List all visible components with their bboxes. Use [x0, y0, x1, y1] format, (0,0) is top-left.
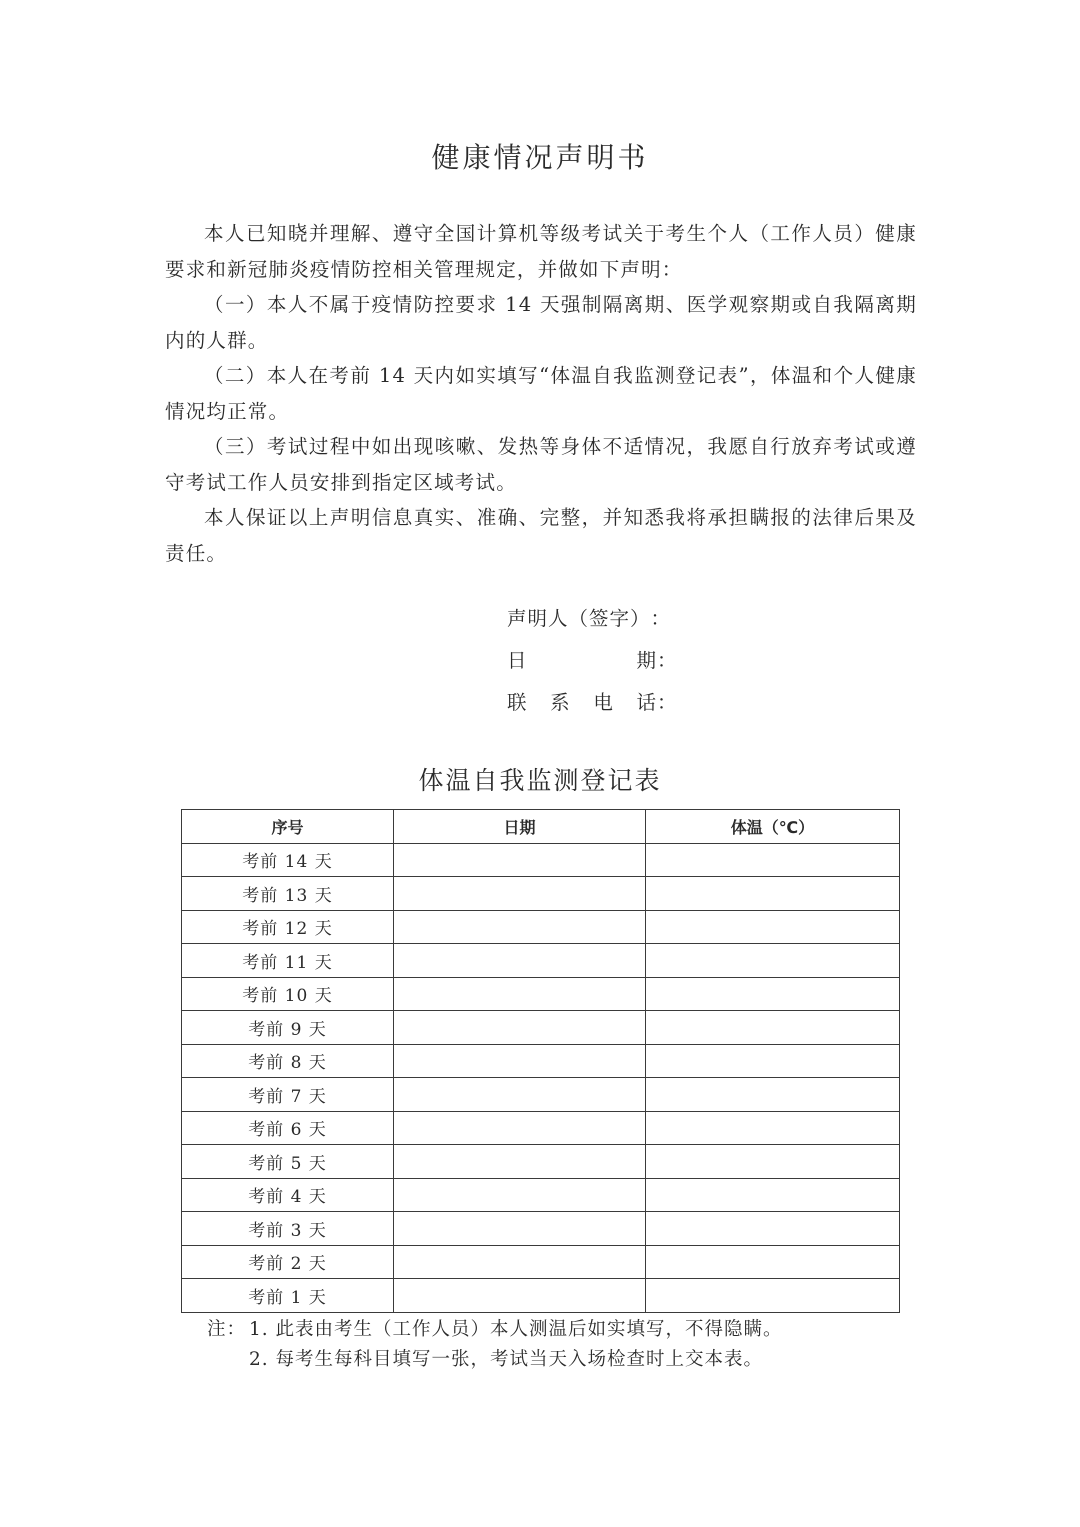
- row-seq-cell: 考前 13 天: [182, 877, 394, 911]
- note-row-1: [207, 1315, 783, 1345]
- signer-label: 声明人（签字）: [507, 607, 651, 630]
- row-seq-cell: 考前 1 天: [182, 1279, 394, 1313]
- date-row: [507, 640, 678, 682]
- row-temperature-cell[interactable]: [646, 1178, 900, 1212]
- table-row: [182, 1011, 900, 1045]
- declaration-intro-paragraph: 本人已知晓并理解、遵守全国计算机等级考试关于考生个人（工作人员）健康要求和新冠肺炎疫情防控相关管理规定，并做如下声明：: [165, 222, 917, 281]
- log-table-title: 体温自我监测登记表: [418, 766, 662, 795]
- table-row: [182, 877, 900, 911]
- row-date-cell[interactable]: [394, 1078, 646, 1112]
- table-body: [182, 843, 900, 1312]
- row-temperature-cell[interactable]: [646, 1245, 900, 1279]
- row-date-cell[interactable]: [394, 1044, 646, 1078]
- signer-colon: ：: [650, 607, 672, 630]
- row-date-cell[interactable]: [394, 877, 646, 911]
- table-row: [182, 1078, 900, 1112]
- row-temperature-cell[interactable]: [646, 977, 900, 1011]
- phone-colon: ：: [657, 691, 678, 714]
- phone-label: 联系电话: [507, 691, 657, 714]
- row-date-cell[interactable]: [394, 1178, 646, 1212]
- row-seq-cell: 考前 7 天: [182, 1078, 394, 1112]
- row-seq-cell: 考前 14 天: [182, 843, 394, 877]
- row-temperature-cell[interactable]: [646, 1044, 900, 1078]
- table-row: [182, 1178, 900, 1212]
- row-date-cell[interactable]: [394, 1111, 646, 1145]
- table-row: [182, 977, 900, 1011]
- declaration-title: 健康情况声明书: [431, 141, 649, 174]
- row-date-cell[interactable]: [394, 944, 646, 978]
- table-header-row: [182, 810, 900, 844]
- phone-row: [507, 682, 678, 724]
- row-seq-cell: 考前 2 天: [182, 1245, 394, 1279]
- header-temperature: 体温（℃）: [646, 810, 900, 844]
- row-temperature-cell[interactable]: [646, 1145, 900, 1179]
- row-date-cell[interactable]: [394, 1145, 646, 1179]
- row-temperature-cell[interactable]: [646, 1011, 900, 1045]
- header-date: 日期: [394, 810, 646, 844]
- table-row: [182, 1044, 900, 1078]
- row-temperature-cell[interactable]: [646, 1212, 900, 1246]
- date-colon: ：: [657, 649, 678, 672]
- row-seq-cell: 考前 3 天: [182, 1212, 394, 1246]
- header-seq: 序号: [182, 810, 394, 844]
- notes-block: [207, 1315, 783, 1375]
- row-temperature-cell[interactable]: [646, 944, 900, 978]
- row-seq-cell: 考前 12 天: [182, 910, 394, 944]
- signature-block: [507, 598, 678, 724]
- row-seq-cell: 考前 8 天: [182, 1044, 394, 1078]
- row-temperature-cell[interactable]: [646, 843, 900, 877]
- row-date-cell[interactable]: [394, 1245, 646, 1279]
- note-row-2: [207, 1345, 783, 1375]
- signer-row: [507, 598, 678, 640]
- row-seq-cell: 考前 5 天: [182, 1145, 394, 1179]
- table-row: [182, 944, 900, 978]
- table-row: [182, 843, 900, 877]
- row-date-cell[interactable]: [394, 1279, 646, 1313]
- notes-prefix-spacer: [207, 1345, 249, 1375]
- note-item-1: 1. 此表由考生（工作人员）本人测温后如实填写，不得隐瞒。: [249, 1319, 783, 1340]
- row-seq-cell: 考前 10 天: [182, 977, 394, 1011]
- declaration-item-2: （二）本人在考前 14 天内如实填写“体温自我监测登记表”，体温和个人健康情况均正常。: [165, 364, 917, 423]
- table-row: [182, 1279, 900, 1313]
- row-seq-cell: 考前 11 天: [182, 944, 394, 978]
- row-temperature-cell[interactable]: [646, 1078, 900, 1112]
- table-row: [182, 1212, 900, 1246]
- row-date-cell[interactable]: [394, 843, 646, 877]
- row-temperature-cell[interactable]: [646, 1279, 900, 1313]
- date-label: 日期: [507, 649, 657, 672]
- row-date-cell[interactable]: [394, 910, 646, 944]
- declaration-guarantee-paragraph: 本人保证以上声明信息真实、准确、完整，并知悉我将承担瞒报的法律后果及责任。: [165, 506, 917, 565]
- row-date-cell[interactable]: [394, 1212, 646, 1246]
- row-seq-cell: 考前 9 天: [182, 1011, 394, 1045]
- note-item-2: 2. 每考生每科目填写一张，考试当天入场检查时上交本表。: [249, 1349, 764, 1370]
- row-seq-cell: 考前 6 天: [182, 1111, 394, 1145]
- notes-prefix: 注：: [207, 1319, 247, 1340]
- declaration-item-3: （三）考试过程中如出现咳嗽、发热等身体不适情况，我愿自行放弃考试或遵守考试工作人员安排到指定区域考试。: [165, 435, 917, 494]
- declaration-item-1: （一）本人不属于疫情防控要求 14 天强制隔离期、医学观察期或自我隔离期内的人群。: [165, 293, 917, 352]
- table-row: [182, 1111, 900, 1145]
- row-temperature-cell[interactable]: [646, 877, 900, 911]
- table-row: [182, 910, 900, 944]
- row-date-cell[interactable]: [394, 1011, 646, 1045]
- temperature-log-table: [181, 809, 900, 1313]
- row-temperature-cell[interactable]: [646, 910, 900, 944]
- row-seq-cell: 考前 4 天: [182, 1178, 394, 1212]
- table-row: [182, 1245, 900, 1279]
- row-temperature-cell[interactable]: [646, 1111, 900, 1145]
- row-date-cell[interactable]: [394, 977, 646, 1011]
- table-row: [182, 1145, 900, 1179]
